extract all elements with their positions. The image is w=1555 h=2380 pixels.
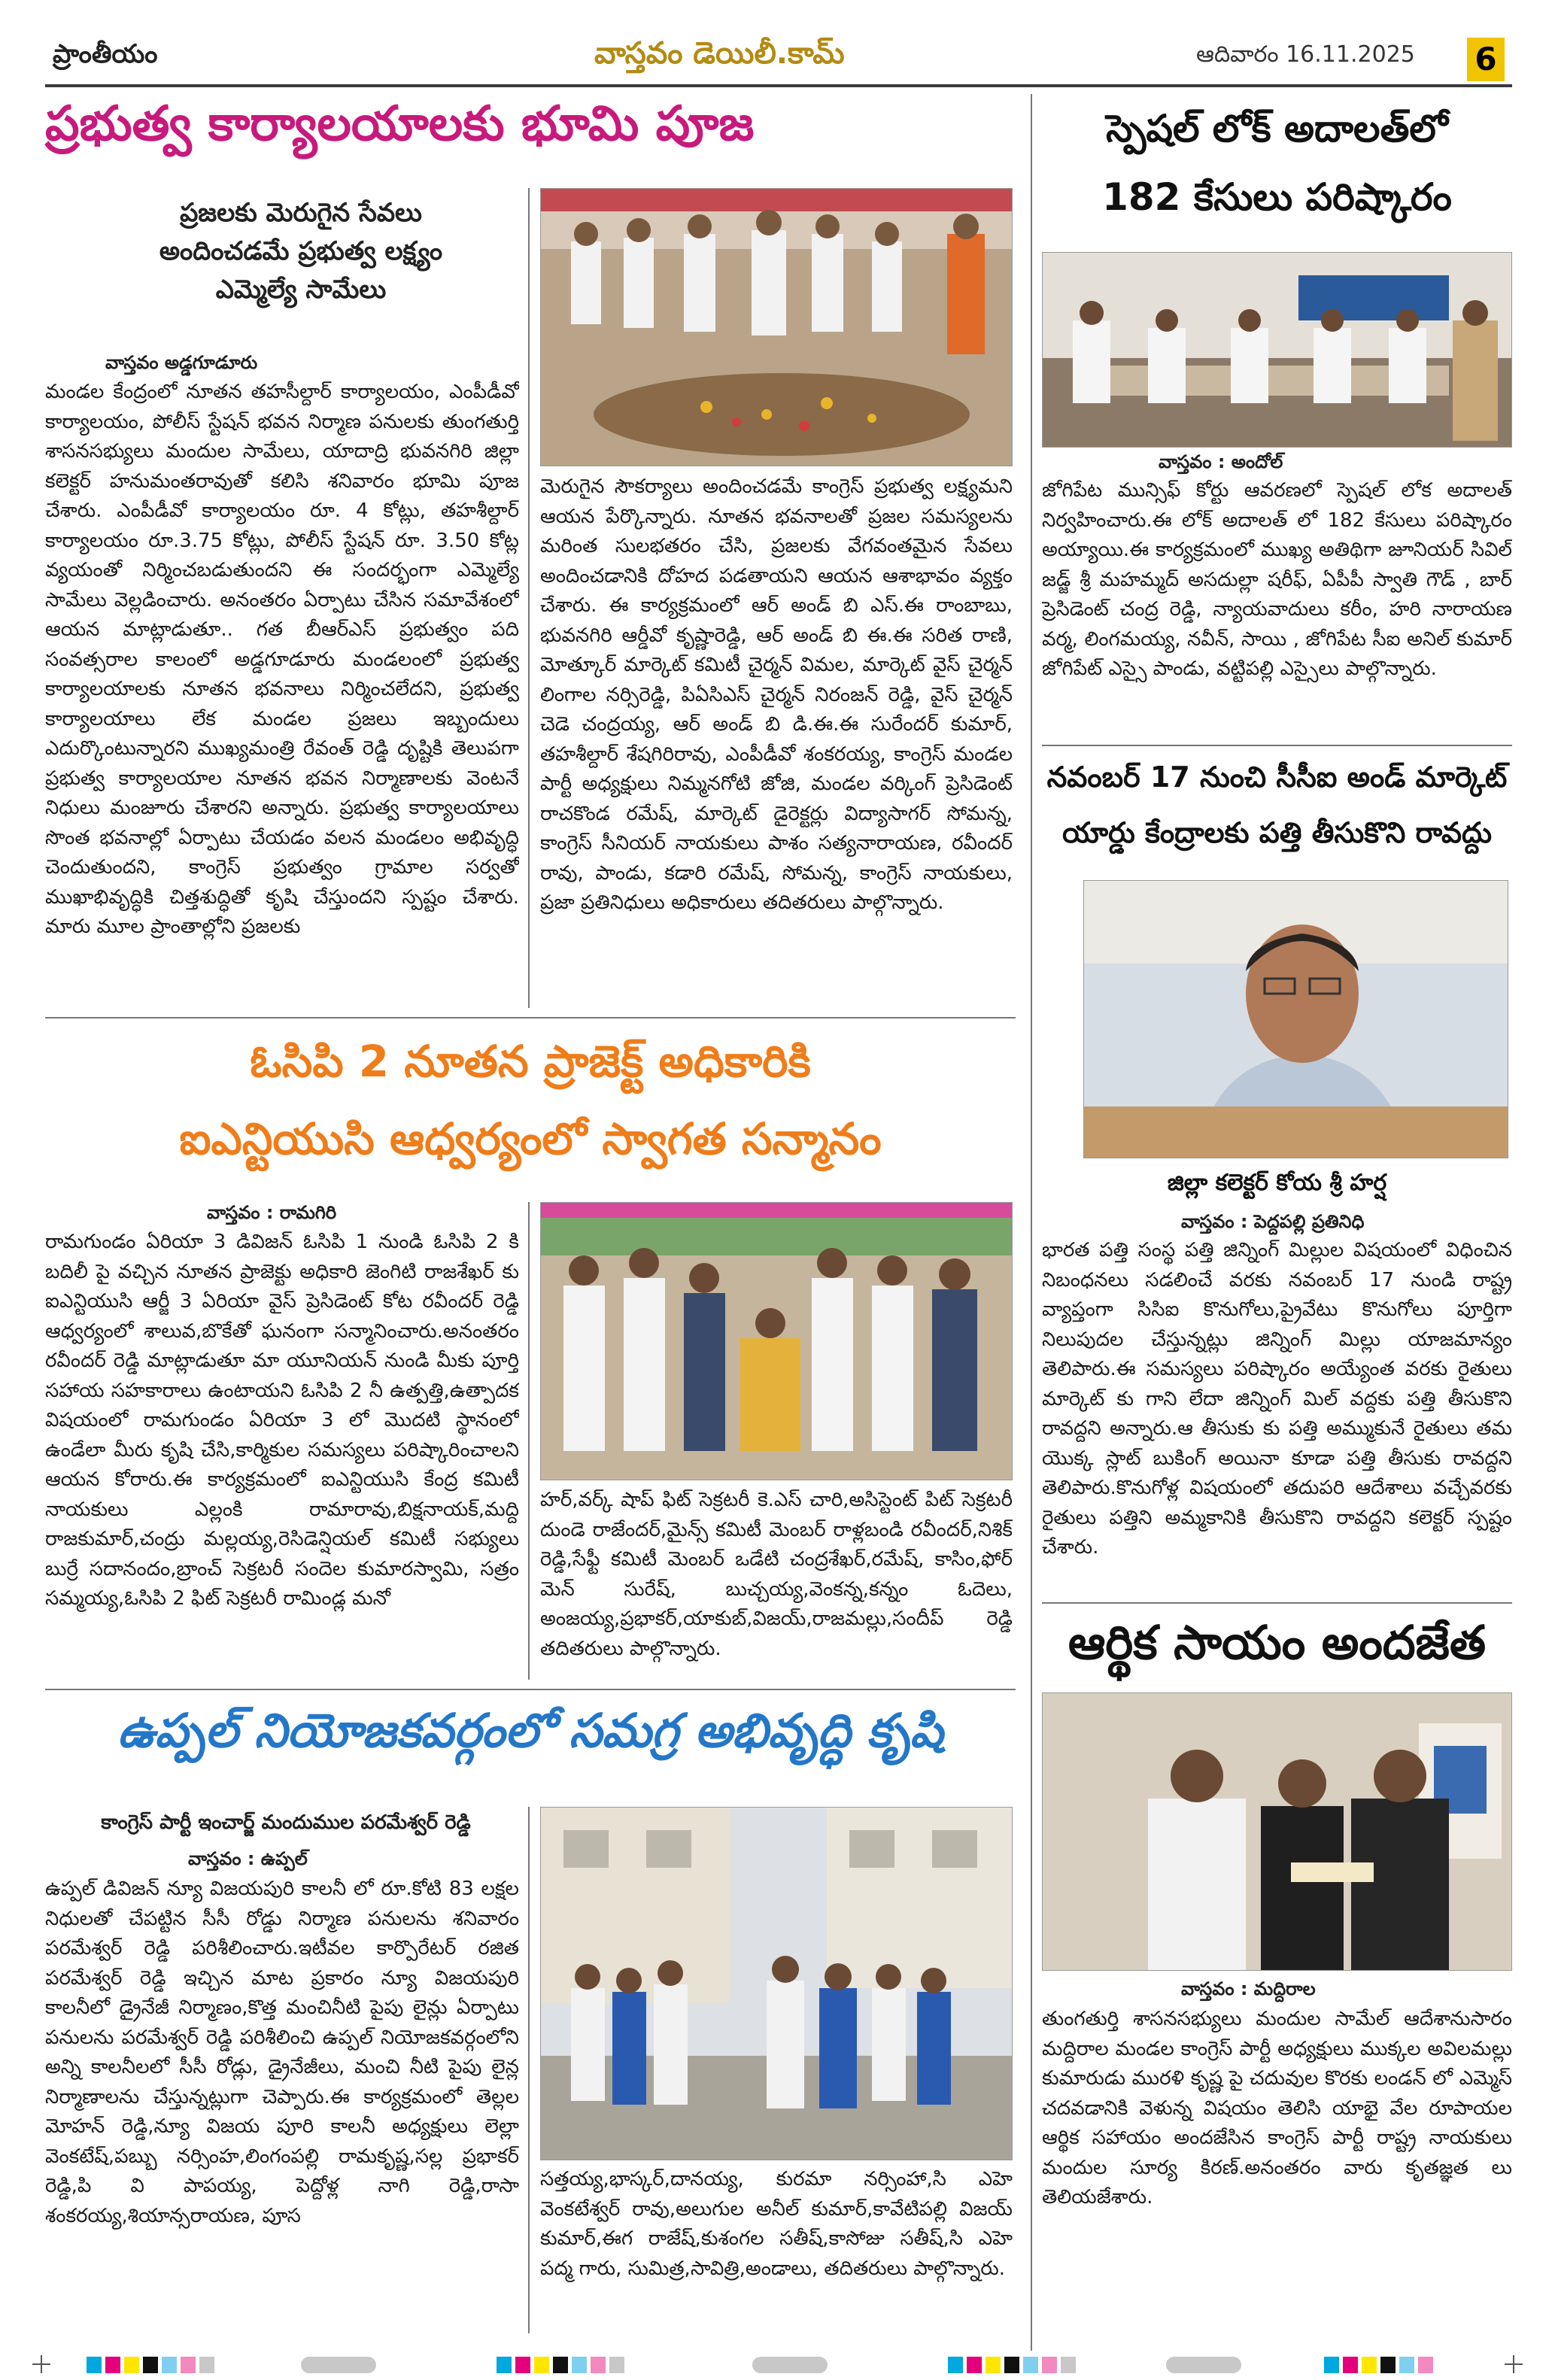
story4-photo [1083,880,1508,1158]
story3-body-col2: హర్,వర్క్ షాప్ ఫిట్ సెక్రటరీ కె.ఎస్ చారి,అసిస్టెంట్ పిట్ సెక్రటరీ దుండె రాజేందర్,మైన్స్ కమిటీ మెంబర్ రాళ్లబండి రవీందర్,నిశిక్ రెడ్డి,సేఫ్టీ కమిటీ మెంబర్ ఒడేటి చంద్రశేఖర్,రమేష్, కాసిం,ఫోర్ మెన్ సురేష్, బుచ్చయ్య,వెంకన్న,కన్నం ఓదెలు, అంజయ్య,ప్రభాకర్,యాకుబ్,విజయ్,రాజమల్లు,సందీప్ రెడ్డి తదితరులు పాల్గొన్నారు. [540,1489,1013,1660]
column-rule [528,1807,530,2333]
column-rule [528,1202,530,1680]
story3-headline-line: ఓసిపి 2 నూతన ప్రాజెక్ట్ అధికారికి [250,1036,811,1087]
story5-headline: ఉప్పల్ నియోజకవర్గంలో సమగ్ర అభివృద్ధి కృషి [117,1703,943,1758]
section-rule [1042,745,1512,746]
story5-body-col1: ఉప్పల్ డివిజన్ న్యూ విజయపురి కాలనీ లో రూ.కోటి 83 లక్షల నిధులతో చేపట్టిన సీసీ రోడ్డు నిర్మాణ పనులను శనివారం పరమేశ్వర్ రెడ్డి పరిశీలించారు.ఇటీవల కార్పొరేటర్ రజిత పరమేశ్వర్ రెడ్డి ఇచ్చిన మాట ప్రకారం న్యూ విజయపురి కాలనీలో డ్రైనేజీ నిర్మాణం,కొత్త మంచినీటి పైపు లైన్లు ఏర్పాటు పనులను పరమేశ్వర్ రెడ్డి పరిశీలించి ఉప్పల్ నియోజకవర్గంలోని అన్ని కాలనీలలో సీసీ రోడ్లు, డ్రైనేజీలు, మంచి నీటి పైపు లైన్ల నిర్మాణాలను చేస్తున్నట్లుగా చెప్పారు.ఈ కార్యక్రమంలో తెల్లల మోహన్ రెడ్డి,న్యూ విజయ పూరి కాలనీ అధ్యక్షులు లెల్లా వెంకటేష్,పబ్బు నర్సింహ,లింగంపల్లి రామకృష్ణ,సల్ల ప్రభాకర్ రెడ్డి,పి వి పాపయ్య, పెద్దోళ్ల నాగి రెడ్డి,రాసా శంకరయ్య,శియాన్సరాయణ, పూస [45,1878,519,2227]
story6-body: తుంగతుర్తి శాసనసభ్యులు మందుల సామేల్ ఆదేశానుసారం మద్దిరాల మండల కాంగ్రెస్ పార్టీ అధ్యక్షులు ముక్కల అవిలమల్లు కుమారుడు మురళి కృష్ణ పై చదువుల కొరకు లండన్ లో ఎమ్మెస్ చదవడానికి వెళున్న విషయం తెలిసి యాభై వేల రూపాయల ఆర్థిక సహాయం అందజేసిన కాంగ్రెస్ పార్టీ రాష్ట్ర నాయకులు మందుల సూర్య కిరణ్.అనంతరం వారు కృతజ్ఞత లు తెలియజేశారు. [1042,2008,1512,2209]
story6-headline: ఆర్థిక సాయం అందజేత [1068,1615,1487,1670]
felicitation-photo [541,1203,1013,1480]
story3-dateline: వాస్తవం : రామగిరి [207,1202,337,1223]
story3-body-col1: రామగుండం ఏరియా 3 డివిజన్ ఓసిపి 1 నుండి ఓసిపి 2 కి బదిలీ పై వచ్చిన నూతన ప్రాజెక్టు అధికారి జెంగిటి రాజశేఖర్ కు ఐఎన్టియుసి ఆర్జీ 3 ఏరియా వైస్ ప్రెసిడెంట్ కోట రవీందర్ రెడ్డి ఆధ్వర్యంలో శాలువ,బొకేతో ఘనంగా సన్మానించారు.అనంతరం రవీందర్ రెడ్డి మాట్లాడుతూ మా యూనియన్ నుండి మీకు పూర్తి సహాయ సహకారాలు ఉంటాయని ఓసిపి 2 నీ ఉత్పత్తి,ఉత్పాదక విషయంలో రామగుండం ఏరియా 3 లో మొదటి స్థానంలో ఉండేలా మీరు కృషి చేసి,కార్మికుల సమస్యలు పరిష్కారించాలని ఆయన కోరారు.ఈ కార్యక్రమంలో ఐఎన్టియుసి కేంద్ర కమిటీ నాయకులు ఎల్లంకి రామారావు,బిక్షనాయక్,మద్ది రాజకుమార్,చంద్రు మల్లయ్య,రెసిడెన్షియల్ కమిటీ సభ్యులు బుర్రే సదానందం,బ్రాంచ్ సెక్రటరీ సందెల కుమారస్వామి, సత్రం సమ్మయ్య,ఓసిపి 2 ఫిట్ సెక్రటరీ రామిండ్ల మనో [45,1231,519,1610]
story2-dateline: వాస్తవం : అందోల్ [1159,451,1283,472]
story2-body: జోగిపేట మున్సిఫ్ కోర్టు ఆవరణలో స్పెషల్ లోక అదాలత్ నిర్వహించారు.ఈ లోక్ అదాలత్ లో 182 కేసులు పరిష్కారం అయ్యాయి.ఈ కార్యక్రమంలో ముఖ్య అతిథిగా జూనియర్ సివిల్ జడ్జ్ శ్రీ మహమ్మద్ అసదుల్లా షరీఫ్, ఏపీపీ స్వాతి గౌడ్ , బార్ ప్రెసిడెంట్ చంద్ర రెడ్డి, న్యాయవాదులు కరీం, హరి నారాయణ వర్మ, లింగమయ్య, నవీన్, సాయి , జోగిపేట సీఐ అనిల్ కుమార్ జోగిపేట్ ఎస్సై పాండు, వట్టిపల్లి ఎస్సైలు పాల్గొన్నారు. [1042,479,1512,681]
lok-adalat-photo [1043,253,1512,448]
section-rule [45,1689,1016,1690]
section-rule [45,1017,1016,1018]
story3-headline [45,1034,1016,1166]
story3-headline-line: ఐఎన్టియుసి ఆధ్వర్యంలో స్వాగత సన్మానం [179,1113,882,1164]
story1-body-col2: మెరుగైన సౌకర్యాలు అందించడమే కాంగ్రెస్ ప్రభుత్వ లక్ష్యమని ఆయన పేర్కొన్నారు. నూతన భవనాలతో ప్రజల సమస్యలను మరింత సులభతరం చేసి, ప్రజలకు వేగవంతమైన సేవలు అందించడానికి దోహద పడతాయని ఆయన ఆశాభావం వ్యక్తం చేశారు. ఈ కార్యక్రమంలో ఆర్ అండ్ బి ఎస్.ఈ రాంబాబు, భువనగిరి ఆర్డీవో కృష్ణారెడ్డి, ఆర్ అండ్ బి ఈ.ఈ సరిత రాణి, మోత్కూర్ మార్కెట్ కమిటీ చైర్మన్ విమల, మార్కెట్ వైస్ చైర్మన్ లింగాల నర్సిరెడ్డి, పిఏసిఎస్ చైర్మన్ నిరంజన్ రెడ్డి, వైస్ చైర్మన్ చెడె చంద్రయ్య, ఆర్ అండ్ బి డి.ఈ.ఈ సురేందర్ కుమార్, తహశీల్దార్ శేషగిరిరావు, ఎంపీడీవో శంకరయ్య, కాంగ్రెస్ మండల పార్టీ అధ్యక్షులు నిమ్మనగోటి జోజి, మండల వర్కింగ్ ప్రెసిడెంట్ రాచకొండ రమేష్, మార్కెట్ డైరెక్టర్లు విద్యాసాగర్ సోమన్న, కాంగ్రెస్ సీనియర్ నాయకులు పాశం సత్యనారాయణ, రవీందర్ రావు, పాండు, కడారి రమేష్, సోమన్న, కాంగ్రెస్ నాయకులు, ప్రజా ప్రతినిధులు అధికారులు తదితరులు పాల్గొన్నారు. [540,475,1013,915]
issue-date: ఆదివారం 16.11.2025 [1196,41,1415,68]
story2-photo [1042,252,1512,448]
story1-subhead [120,194,481,309]
story4-headline-line: నవంబర్ 17 నుంచి సీసీఐ అండ్ మార్కెట్ [1046,760,1508,794]
section-label: ప్రాంతీయం [53,39,158,69]
bhoomi-pooja-photo [541,189,1013,466]
story4-headline-line: యార్డు కేంద్రాలకు పత్తి తీసుకొని రావద్దు [1062,815,1492,849]
story1-photo [540,188,1013,466]
story3-photo [540,1202,1013,1480]
story5-photo [540,1807,1013,2160]
story1-subhead-line: ప్రజలకు మెరుగైన సేవలు [180,198,422,228]
story4-headline [1042,760,1512,851]
story1-subhead-line: ఎమ్మెల్యే సామేలు [215,275,387,305]
collector-portrait [1084,881,1508,1158]
road-inspection-photo [541,1808,1013,2160]
header-rule [45,84,1512,87]
story5-body-col2: సత్తయ్య,భాస్కర్,దానయ్య, కురమా నర్సింహా,సి ఎహె వెంకటేశ్వర్ రావు,అలుగుల అనీల్ కుమార్,కావేటిపల్లి విజయ్ కుమార్,ఈగ రాజేష్,కుశంగల సతీష్,కాసోజు సతీష్,సి ఎహె పద్మ గారు, సుమిత్ర,సావిత్రి,అండాలు, తదితరులు పాల్గొన్నారు. [540,2168,1013,2280]
column-rule [528,188,530,1008]
page-number: 6 [1467,38,1505,81]
story5-subhead: కాంగ్రెస్ పార్టీ ఇంచార్జ్ మందుముల పరమేశ్వర్ రెడ్డి [101,1811,471,1834]
story6-photo [1042,1692,1512,1971]
color-bars-icon [0,2351,1555,2377]
story5-dateline: వాస్తవం : ఉప్పల్ [188,1848,308,1869]
right-column-rule [1031,94,1032,2351]
story4-body: భారత పత్తి సంస్థ పత్తి జిన్నింగ్ మిల్లుల విషయంలో విధించిన నిబంధనలు సడలించే వరకు నవంబర్ 17 నుండి రాష్ట్ర వ్యాప్తంగా సిసిఐ కొనుగోలు,ప్రైవేటు కొనుగోలు పూర్తిగా నిలుపుదల చేస్తున్నట్లు జిన్నింగ్ మిల్లు యాజమాన్యం తెలిపారు.ఈ సమస్యలు పరిష్కారం అయ్యేంత వరకు రైతులు మార్కెట్ కు గాని లేదా జిన్నింగ్ మిల్ వద్దకు పత్తి తీసుకొని రావద్దని అన్నారు.ఆ తీసుకు కు పత్తి అమ్ముకునే రైతులు తమ యొక్క స్లాట్ బుకింగ్ అయినా కూడా పత్తి తీసుకు రావద్దని తెలిపారు.కొనుగోళ్ల విషయంలో తదుపరి ఆదేశాలు వచ్చేవరకు రైతులు పత్తిని అమ్మకానికి తీసుకొని రావద్దని కలెక్టర్ స్పష్టం చేశారు. [1042,1239,1512,1559]
financial-aid-photo [1043,1693,1512,1971]
story1-dateline: వాస్తవం అడ్డగూడూరు [105,352,258,373]
story2-headline [1042,105,1512,220]
section-rule [1042,1602,1512,1604]
story1-headline: ప్రభుత్వ కార్యాలయాలకు భూమి పూజ [45,96,755,152]
story4-caption: జిల్లా కలెక్టర్ కోయ శ్రీ హర్ష [1167,1170,1387,1196]
story1-body-col1: మండల కేంద్రంలో నూతన తహసీల్దార్ కార్యాలయం, ఎంపీడీవో కార్యాలయం, పోలీస్ స్టేషన్ భవన నిర్మాణ పనులకు తుంగతుర్తి శాసనసభ్యులు మందుల సామేలు, యాదాద్రి భువనగిరి జిల్లా కలెక్టర్ హనుమంతరావుతో కలిసి శనివారం భూమి పూజ చేశారు. ఎంపీడీవో కార్యాలయం రూ. 4 కోట్లు, తహశీల్దార్ కార్యాలయం రూ.3.75 కోట్లు, పోలీస్ స్టేషన్ రూ. 3.50 కోట్ల వ్యయంతో నిర్మించబడుతుందని ఈ సందర్భంగా ఎమ్మెల్యే సామేలు వెల్లడించారు. అనంతరం ఏర్పాటు చేసిన సమావేశంలో ఆయన మాట్లాడుతూ.. గత బీఆర్ఎస్ ప్రభుత్వం పది సంవత్సరాల కాలంలో అడ్డగూడూరు మండలంలో ప్రభుత్వ కార్యాలయాలకు నూతన భవనాలు నిర్మించలేదని, ప్రభుత్వ కార్యాలయాలు లేక మండల ప్రజలు ఇబ్బందులు ఎదుర్కొంటున్నారని ముఖ్యమంత్రి రేవంత్ రెడ్డి దృష్టికి తెలుపగా ప్రభుత్వ కార్యాలయాల నూతన భవన నిర్మాణాలకు వెంటనే నిధులు మంజూరు చేశారని అన్నారు. ప్రభుత్వ కార్యాలయాలు సొంత భవనాల్లో ఏర్పాటు చేయడం వలన మండలం అభివృద్ధి చెందుతుందని, కాంగ్రెస్ ప్రభుత్వం గ్రామాల సర్వతో ముఖాభివృద్ధికి చిత్తశుద్ధితో కృషి చేస్తుందని స్పష్టం చేశారు. మారు మూల ప్రాంతాల్లోని ప్రజలకు [45,381,519,939]
masthead-logo: వాస్తవం డెయిలీ.కామ్ [594,36,845,71]
story4-dateline: వాస్తవం : పెద్దపల్లి ప్రతినిధి [1181,1211,1365,1232]
story2-headline-line: 182 కేసులు పరిష్కారం [1102,175,1452,219]
print-registration-strip [0,2351,1555,2377]
story1-subhead-line: అందించడమే ప్రభుత్వ లక్ష్యం [159,236,443,266]
story2-headline-line: స్పెషల్ లోక్ అదాలత్‌లో [1106,107,1448,150]
story6-dateline: వాస్తవం : మద్దిరాల [1181,1978,1316,1999]
